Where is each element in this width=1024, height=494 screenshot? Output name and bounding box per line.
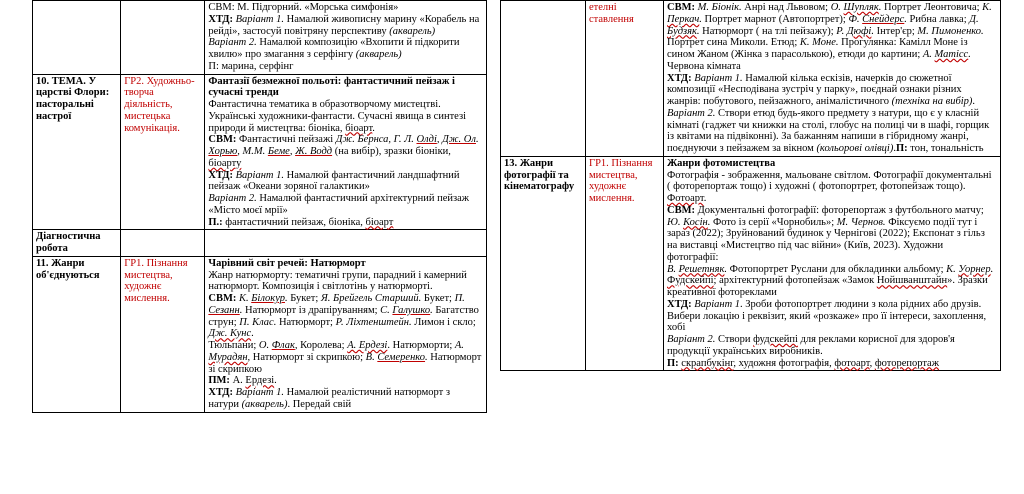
content-line: ХТД: Варіант 1. Намалюй реалістичний натюрморт з натури (акварель). Передай свій (208, 387, 451, 410)
content-line: ХТД: Варіант 1. Намалюй живописну марину «Корабель на рейді», застосуй повітряну перспективу (акварель) (208, 13, 480, 37)
content-line: Варіант 2. Створи фудскейпі для реклами корисної для здоров'я продукції українських виробників. (667, 334, 955, 357)
cell-topic (501, 1, 586, 157)
content-title: Чарівний світ речей: Натюрморт (208, 257, 366, 269)
content-line: СВМ: Документальні фотографії: фоторепортаж з футбольного матчу; Ю. Косін. Фото із серії «Чорнобиль»; М. Чернов. Фіксуємо події тут і зараз (2022); Зруйнований будинок у Чернігові (2022); Експонат з гільз на виставці «Мистецтво під час війни» (Київ, 2023). Художни фотографії: (667, 204, 985, 263)
fragment-line: ставлення (589, 13, 634, 25)
cell-competency (121, 230, 205, 257)
content-line: СВМ: М. Біонік. Анрі над Львовом; О. Шупляк. Портрет Леонтовича; К. Перкач. Портрет марнот (Автопортрет); Ф. Снейдерс. Рибна лавка; Д. Будзяк. Натюрморт ( на тлі пейзажу); Р. Дюфі. Інтер'єр; М. Пимоненко. Портрет сина Миколи. Етюд; К. Моне. Прогулянка: Камілл Моне із сином Жаном (Жінка з парасолькою), етюди до картини; А. Матісс. Червона кімната (667, 2, 992, 72)
table-row (33, 256, 487, 412)
cell-competency (121, 1, 205, 75)
content-line: Жанр натюрморту: тематичні групи, парадний і камерний натюрморт. Композиція і світлотінь у натюрморті. (208, 269, 467, 293)
content-line: П.: фантастичний пейзаж, біоніка, біоарт (208, 216, 394, 228)
table-row (501, 156, 1001, 371)
cell-topic (33, 1, 121, 75)
content-line: В. Решетняк. Фотопортрет Руслани для обкладинки альбому; К. Уорнер. Фудскейпі; архітектурний фотопейзаж «Замок Нойшванштайн». Зразки креативної фотореклами (667, 263, 994, 298)
cell-topic: Діагностична робота (33, 230, 121, 257)
cell-competency: ГР1. Пізнання мистецтва, художнє мислення. (586, 156, 664, 371)
cell-content (205, 74, 487, 230)
table-row (33, 230, 487, 257)
content-line: Фантастична тематика в образотворчому мистецтві. Українські художники-фантасти. Сучасні явища в синтезі природи й мистецтва: біоніка, біоарт. (208, 99, 467, 134)
content-line: Варіант 2. Намалюй фантастичний архітектурний пейзаж «Місто моєї мрії» (208, 193, 470, 216)
right-table (500, 0, 1001, 371)
content-line: ХТД: Варіант 1. Намалюй фантастичний ландшафтний пейзаж «Океани зоряної галактики» (208, 169, 460, 193)
cell-topic: 13. Жанри фотографії та кінематографу (501, 156, 586, 371)
content-line: Тюльпани; О. Флак, Королева; А. Ердезі. Натюрморти; А. Мурадян, Натюрморт зі скрипкою; В. Семеренко. Натюрморт зі скрипкою (208, 340, 482, 375)
content-line: ХТД: Варіант 1. Зроби фотопортрет людини з кола рідних або друзів. Вибери локацію і реквізит, який «розкаже» про її інтереси, захоплення, хобі (667, 298, 987, 334)
fragment-line: етелні (589, 2, 617, 13)
content-line: СВМ: К. Білокур. Букет; Я. Брейгель Старший. Букет; П. Сезанн. Натюрморт із драпіруванням; С. Галушко. Багатство струн; П. Клас. Натюрморт; Р. Ліхтенштейн. Лимон і скло; Дж. Кунс. (208, 293, 479, 340)
left-table (32, 0, 487, 413)
content-line: П: скрапбукінг, художня фотографія, фотоарт, фоторепортаж (667, 357, 939, 369)
cell-content (664, 156, 1001, 371)
content-line: СВМ: Фантастичні пейзажі Дж. Бернса, Г. Л. Олді, Дж. Ол. Хорью, М.М. Беме, Ж. Водд (на вибір), зразки біоніки, біоарту (208, 134, 479, 169)
table-row (501, 1, 1001, 157)
content-line: СВМ: М. Підгорний. «Морська симфонія» (208, 2, 399, 13)
cell-topic: 11. Жанри об'єднуються (33, 256, 121, 412)
cell-competency (586, 1, 664, 157)
content-title: Жанри фотомистецтва (667, 157, 776, 169)
content-line: ПМ: А. Ердезі. (208, 375, 277, 387)
cell-content (664, 1, 1001, 157)
cell-competency: ГР2. Художньо-творча діяльність, мистецька комунікація. (121, 74, 205, 230)
content-line: Варіант 2. Намалюй композицію «Вхопити й підкорити хвилю» про змагання з серфінгу (акварель) (208, 37, 460, 60)
cell-topic: 10. ТЕМА. У царстві Флори: пасторальні настрої (33, 74, 121, 230)
content-title: Фантазії безмежної польоті: фантастичний пейзаж і сучасні тренди (208, 75, 455, 99)
table-row (33, 74, 487, 230)
cell-content (205, 256, 487, 412)
table-row (33, 1, 487, 75)
cell-content (205, 230, 487, 257)
right-column (500, 0, 1000, 494)
cell-content (205, 1, 487, 75)
content-line: ХТД: Варіант 1. Намалюй кілька ескізів, начерків до сюжетної композиції «Несподівана зустріч у парку», поєднай ознаки різних жанрів: побутового, пейзажного, анімалістичного (техніка на вибір). Варіант 2. Створи етюд будь-якого предмету з натури, що є у класній кімнаті (гаджет чи книжки на столі, глобус на полиці чи в шафі, горщик із квітами на підвіконні). За бажанням напиши в гібридному жанрі, поєднуючи з пейзажем за вікном (кольорові олівці).П: тон, тональність (667, 72, 990, 154)
cell-competency: ГР1. Пізнання мистецтва, художнє мислення. (121, 256, 205, 412)
content-line: П: марина, серфінг (208, 60, 294, 72)
content-line: Фотографія - зображення, мальоване світлом. Фотографії документальні ( фоторепортаж тощо) і художні ( фотопортрет, фотопейзаж тощо). Фотоарт. (667, 169, 992, 204)
left-column (32, 0, 487, 494)
